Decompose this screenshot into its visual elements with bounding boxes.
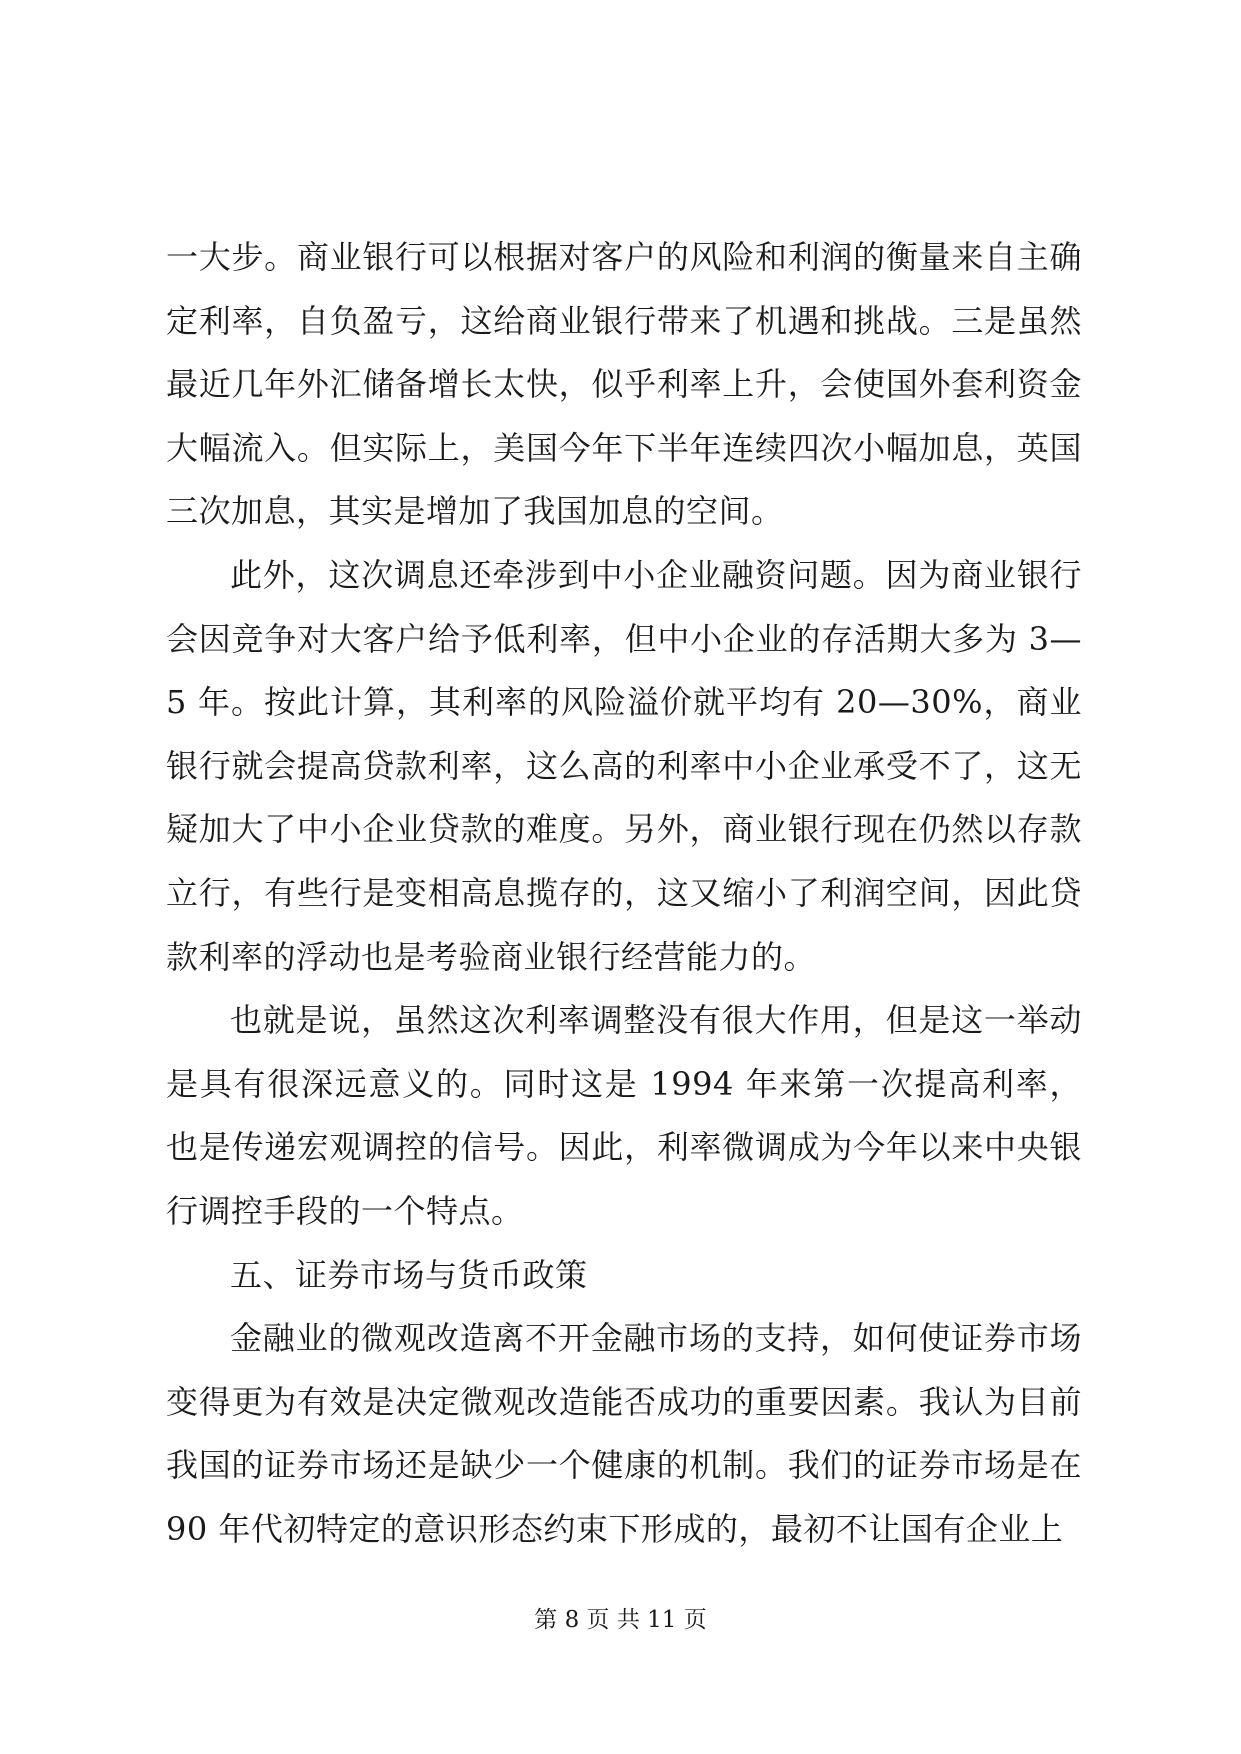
section-heading: 五、证券市场与货币政策 [230,1255,588,1294]
page-footer: 第 8 页 共 11 页 [534,1607,707,1633]
paragraph-1: 一大步。商业银行可以根据对客户的风险和利润的衡量来自主确定利率，自负盈亏，这给商业银行带来了机遇和挑战。三是虽然最近几年外汇储备增长太快，似乎利率上升，会使国外套利资金大幅流入。但实际上，美国今年下半年连续四次小幅加息，英国三次加息，其实是增加了我国加息的空间。 [166,238,1082,531]
body-text [166,226,1082,1561]
paragraph-2: 此外，这次调息还牵涉到中小企业融资问题。因为商业银行会因竞争对大客户给予低利率，但中小企业的存活期大多为 3—5 年。按此计算，其利率的风险溢价就平均有 20—30%，商业银行就会提高贷款利率，这么高的利率中小企业承受不了，这无疑加大了中小企业贷款的难度。另外，商业银行现在仍然以存款立行，有些行是变相高息揽存的，这又缩小了利润空间，因此贷款利率的浮动也是考验商业银行经营能力的。 [166,555,1082,976]
paragraph-4: 金融业的微观改造离不开金融市场的支持，如何使证券市场变得更为有效是决定微观改造能否成功的重要因素。我认为目前我国的证券市场还是缺少一个健康的机制。我们的证券市场是在 90 年代初特定的意识形态约束下形成的，最初不让国有企业上 [166,1319,1082,1548]
paragraph-3: 也就是说，虽然这次利率调整没有很大作用，但是这一举动是具有很深远意义的。同时这是 1994 年来第一次提高利率，也是传递宏观调控的信号。因此，利率微调成为今年以来中央银行调控手段的一个特点。 [166,1001,1082,1230]
